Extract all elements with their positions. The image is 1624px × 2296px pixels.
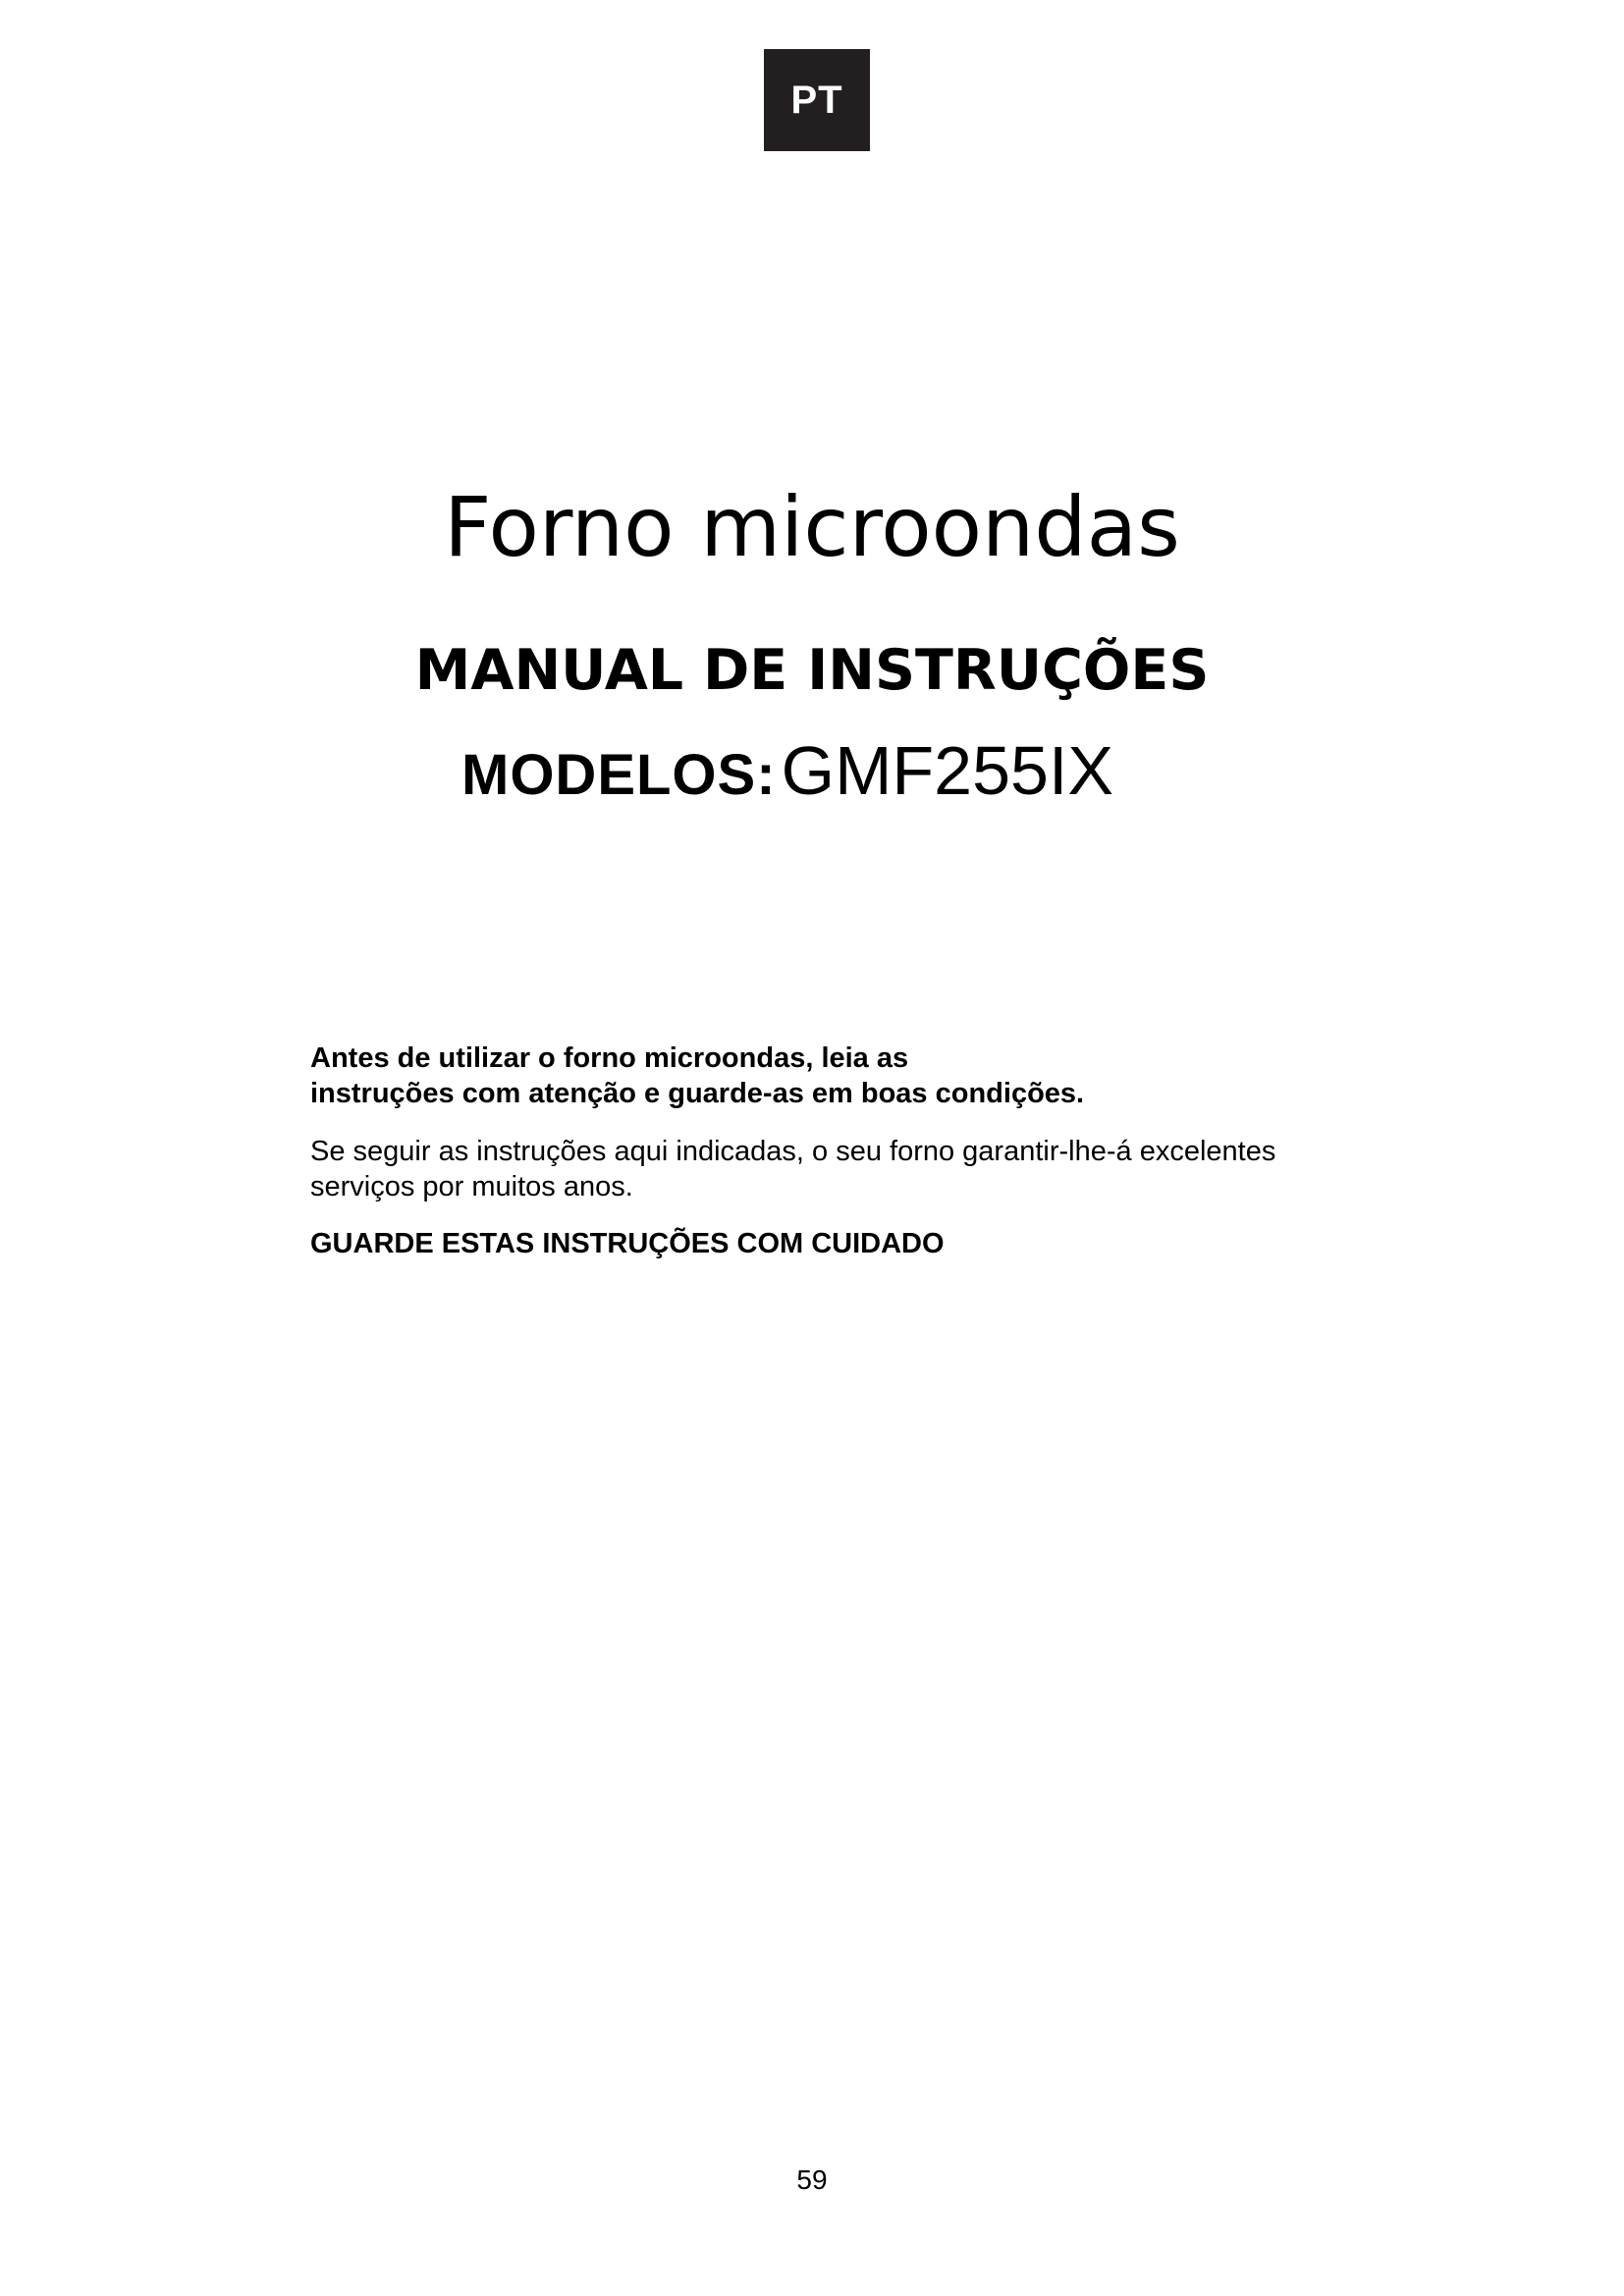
intro-warning [310, 1041, 1390, 1111]
intro-section [310, 1041, 1390, 1261]
model-number: GMF255IX [781, 732, 1114, 809]
page-title: Forno microondas [444, 479, 1180, 575]
manual-subtitle: MANUAL DE INSTRUÇÕES [414, 638, 1210, 703]
intro-warning-line-2: instruções com atenção e guarde-as em boas condições. [310, 1078, 1085, 1109]
keep-instructions-note: GUARDE ESTAS INSTRUÇÕES COM CUIDADO [310, 1228, 945, 1259]
intro-paragraph-line-1: Se seguir as instruções aqui indicadas, o seu forno garantir-lhe-á excelentes [310, 1136, 1276, 1167]
title-block [0, 479, 1624, 575]
language-badge: PT [764, 49, 870, 151]
page-number: 59 [796, 2164, 828, 2195]
intro-warning-line-1: Antes de utilizar o forno microondas, leia as [310, 1042, 909, 1074]
models-line [461, 732, 1114, 809]
intro-paragraph-line-2: serviços por muitos anos. [310, 1171, 633, 1202]
models-label: MODELOS: [461, 743, 777, 807]
intro-paragraph [310, 1134, 1390, 1204]
